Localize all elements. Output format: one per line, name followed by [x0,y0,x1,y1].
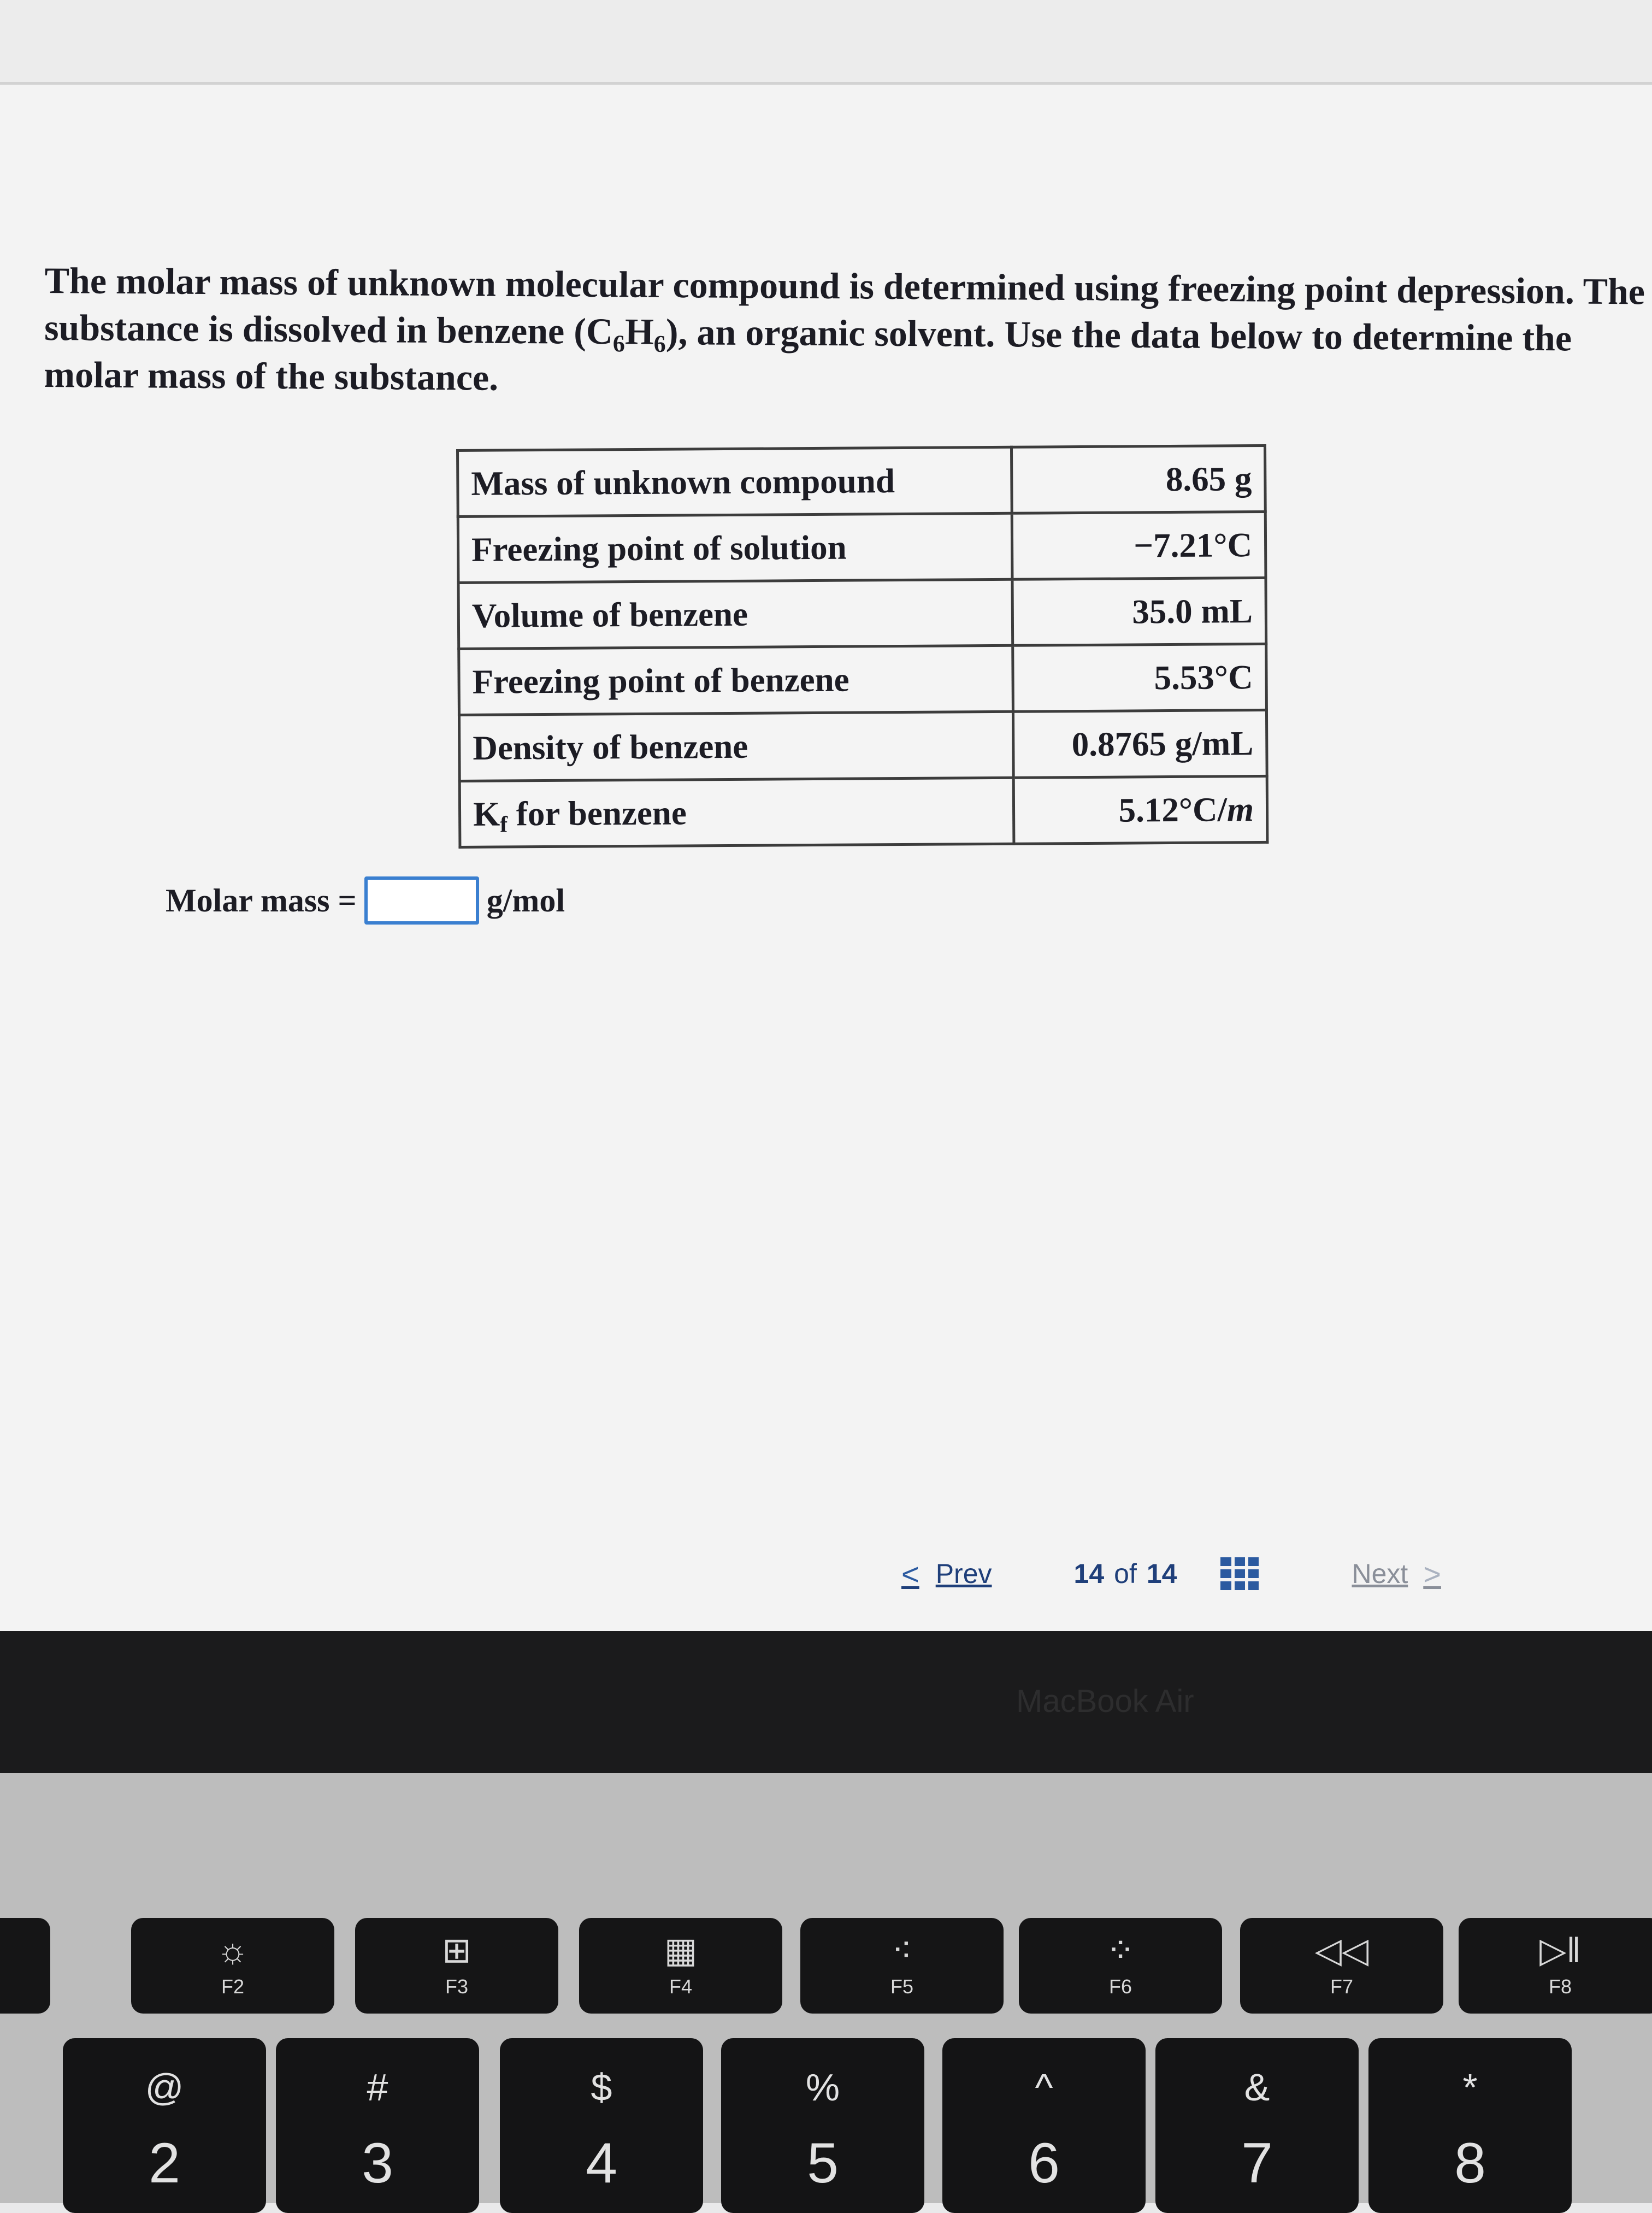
key-8[interactable] [1368,2038,1572,2213]
table-row [459,776,1267,847]
key-number: 2 [149,2132,180,2195]
rewind-icon: ◁◁ [1314,1931,1369,1970]
key-label: F3 [445,1975,468,1998]
key-symbol: ^ [1035,2066,1053,2109]
molality-unit: m [1226,790,1254,828]
key-label: F2 [221,1975,244,1998]
grid-cell [1235,1581,1245,1590]
key-number: 4 [586,2132,617,2195]
prev-label: Prev [935,1558,992,1589]
row-label: Freezing point of solution [458,513,1012,582]
total-pages: 14 [1146,1558,1177,1589]
key-3[interactable] [276,2038,479,2213]
question-part: ), an organic solvent. Use the data below to determine the molar mass of the substance. [44,310,1572,398]
grid-cell [1220,1581,1231,1590]
key-symbol: & [1244,2066,1270,2109]
grid-cell [1248,1557,1259,1566]
row-label: Volume of benzene [458,579,1013,649]
key-number: 7 [1241,2132,1273,2195]
key-number: 8 [1454,2132,1486,2195]
key-7[interactable] [1155,2038,1359,2213]
key-4[interactable] [500,2038,703,2213]
key-f6[interactable] [1019,1918,1222,2014]
row-value: −7.21°C [1012,511,1266,579]
question-part: The molar mass of unknown molecular compound is determined using freezing point depression. The substance is dissolved in benzene (C [44,259,1645,352]
grid-cell [1235,1569,1245,1578]
key-number: 5 [807,2132,839,2195]
key-f2[interactable] [131,1918,334,2014]
kf-symbol: K [473,794,500,833]
molar-mass-input[interactable] [364,876,479,925]
table-row [459,644,1267,715]
row-value: 35.0 mL [1012,578,1266,645]
grid-cell [1235,1557,1245,1566]
key-5[interactable] [721,2038,924,2213]
key-f8[interactable] [1459,1918,1652,2014]
key-symbol: % [805,2066,840,2109]
grid-icon[interactable] [1220,1557,1259,1590]
table-row [458,445,1266,516]
row-value: 5.53°C [1013,644,1267,711]
row-label [459,778,1014,847]
keyboard-light-down-icon: ⁖ [892,1931,912,1970]
grid-cell [1220,1557,1231,1566]
key-label: F4 [669,1975,692,1998]
table-row [459,710,1267,781]
key-2[interactable] [63,2038,266,2213]
key-label: F8 [1548,1975,1572,1998]
subscript: 6 [612,330,626,357]
pagination [901,1552,1441,1596]
molar-mass-label: Molar mass = [166,882,357,919]
subscript: f [500,811,508,838]
key-label [0,1975,50,1998]
play-pause-icon: ▷‖ [1539,1931,1581,1970]
row-value: 8.65 g [1011,445,1265,513]
key-number: 3 [362,2132,393,2195]
label-text: for benzene [507,793,687,833]
subscript: 6 [653,330,666,357]
page-counter [1074,1558,1177,1590]
brightness-down-icon [0,1930,50,1970]
laptop-bezel [0,1631,1652,1773]
key-symbol: $ [591,2066,612,2109]
row-label: Freezing point of benzene [459,645,1013,715]
current-page: 14 [1073,1558,1105,1589]
key-symbol: # [367,2066,388,2109]
row-label: Density of benzene [459,711,1013,781]
key-6[interactable] [942,2038,1146,2213]
prev-button[interactable] [901,1556,992,1592]
table-row [458,511,1266,582]
key-f1[interactable] [0,1918,50,2014]
launchpad-icon: ▦ [664,1931,698,1970]
window-top-band [0,0,1652,85]
key-label: F6 [1108,1975,1132,1998]
keyboard-light-up-icon: ⁘ [1106,1931,1135,1970]
key-label: F5 [890,1975,913,1998]
page-of-text: of [1114,1558,1137,1589]
chevron-left-icon: < [901,1556,919,1591]
answer-row [166,873,565,928]
table-row [458,578,1266,649]
chevron-right-icon: > [1423,1556,1441,1591]
row-label: Mass of unknown compound [458,447,1012,516]
key-f4[interactable] [579,1918,782,2014]
key-symbol: * [1462,2066,1478,2109]
unit-label: g/mol [486,882,565,919]
key-number: 6 [1028,2132,1060,2195]
grid-cell [1248,1581,1259,1590]
row-value [1013,776,1267,844]
data-table [456,444,1268,849]
key-symbol: @ [145,2066,184,2109]
key-f5[interactable] [800,1918,1004,2014]
key-f7[interactable] [1240,1918,1443,2014]
question-text [44,257,1645,409]
next-label: Next [1352,1558,1408,1589]
grid-cell [1248,1569,1259,1578]
value-text: 5.12°C/ [1118,790,1228,829]
brightness-up-icon: ☼ [216,1931,249,1970]
key-f3[interactable] [355,1918,558,2014]
next-button[interactable] [1352,1556,1441,1592]
grid-cell [1220,1569,1231,1578]
key-label: F7 [1330,1975,1353,1998]
brand-label: MacBook Air [1016,1684,1194,1719]
mission-control-icon: ⊞ [442,1931,471,1970]
row-value: 0.8765 g/mL [1013,710,1267,778]
question-part: H [624,310,654,352]
